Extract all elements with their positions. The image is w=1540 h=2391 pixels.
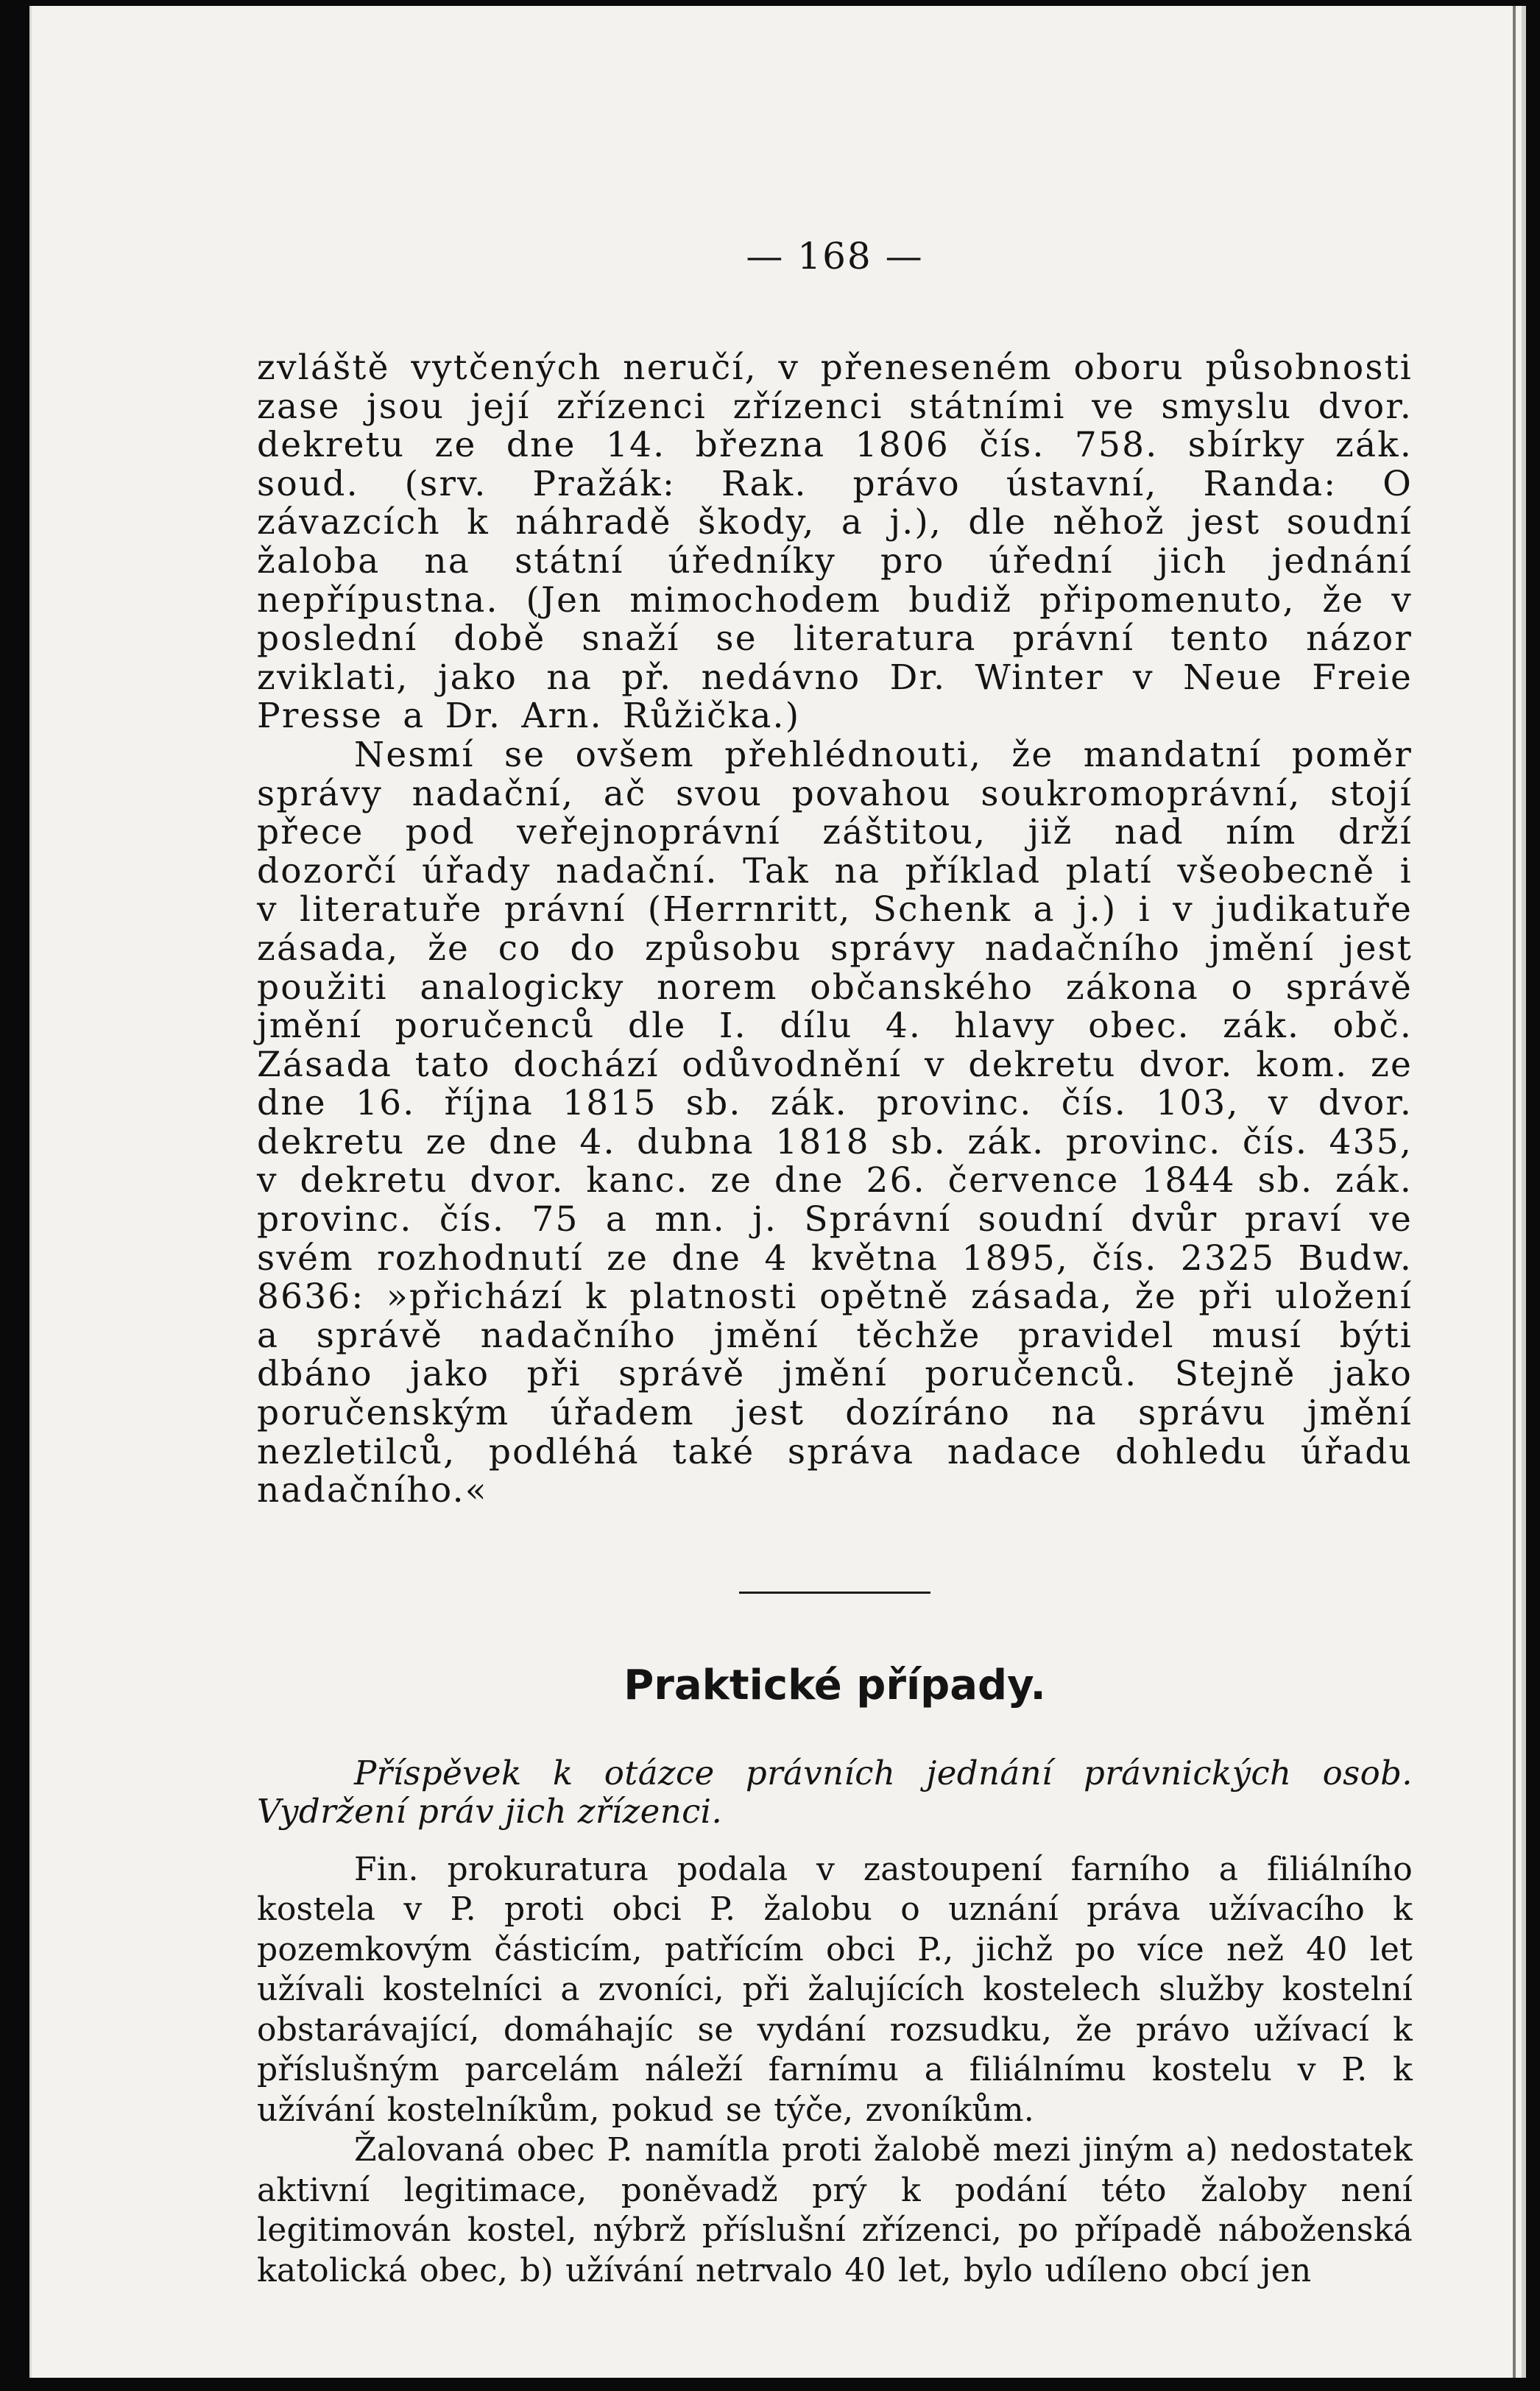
- paragraph-defense: Žalovaná obec P. namítla proti žalobě mezi jiným a) nedostatek aktivní legitimace, poněvadž prý k podání této žaloby není legitimován kostel, nýbrž příslušní zřízenci, po případě náboženská katolická obec, b) užívání netrvalo 40 let, bylo udíleno obcí jen: [257, 2131, 1413, 2289]
- section-heading: Praktické případy.: [624, 1661, 1046, 1709]
- scan-edge: [1513, 6, 1516, 2378]
- book-page: [29, 6, 1526, 2378]
- paragraph-case-facts: Fin. prokuratura podala v zastoupení farního a filiálního kostela v P. proti obci P. žalobu o uznání práva užívacího k pozemkovým částicím, patřícím obci P., jichž po více než 40 let užívali kostelníci a zvoníci, při žalujících kostelech služby kostelní obstarávající, domáhajíc se vydání rozsudku, že právo užívací k příslušným parcelám náleží farnímu a filiálnímu kostelu v P. k užívání kostelníkům, pokud se týče, zvoníkům.: [257, 1850, 1413, 2129]
- page-number: — 168 —: [746, 235, 924, 278]
- paragraph-mandate: Nesmí se ovšem přehlédnouti, že mandatní poměr správy nadační, ač svou povahou soukromoprávní, stojí přece pod veřejnoprávní záštitou, již nad ním drží dozorčí úřady nadační. Tak na příklad platí všeobecně i v literatuře právní (Herrnritt, Schenk a j.) i v judikatuře zásada, že co do způsobu správy nadačního jmění jest použiti analogicky norem občanského zákona o správě jmění poručenců dle I. dílu 4. hlavy obec. zák. obč. Zásada tato dochází odůvodnění v dekretu dvor. kom. ze dne 16. října 1815 sb. zák. provinc. čís. 103, v dvor. dekretu ze dne 4. dubna 1818 sb. zák. provinc. čís. 435, v dekretu dvor. kanc. ze dne 26. července 1844 sb. zák. provinc. čís. 75 a mn. j. Správní soudní dvůr praví ve svém rozhodnutí ze dne 4 května 1895, čís. 2325 Budw. 8636: »přichází k platnosti opětně zásada, že při uložení a správě nadačního jmění těchže pravidel musí býti dbáno jako při správě jmění poručenců. Stejně jako poručenským úřadem jest dozíráno na správu jmění nezletilců, podléhá také správa nadace dohledu úřadu nadačního.«: [257, 734, 1413, 1511]
- paragraph-continued: zvláště vytčených neručí, v přeneseném oboru působnosti zase jsou její zřízenci zřízenci státními ve smyslu dvor. dekretu ze dne 14. března 1806 čís. 758. sbírky zák. soud. (srv. Pražák: Rak. právo ústavní, Randa: O závazcích k náhradě škody, a j.), dle něhož jest soudní žaloba na státní úředníky pro úřední jich jednání nepřípustna. (Jen mimochodem budiž připomenuto, že v poslední době snaží se literatura právní tento názor zviklati, jako na př. nedávno Dr. Winter v Neue Freie Presse a Dr. Arn. Růžička.): [257, 347, 1413, 737]
- section-subtitle: Příspěvek k otázce právních jednání právnických osob. Vydržení práv jich zřízenci.: [257, 1753, 1413, 1831]
- page-content: [257, 234, 1413, 2291]
- section-divider: [739, 1592, 930, 1594]
